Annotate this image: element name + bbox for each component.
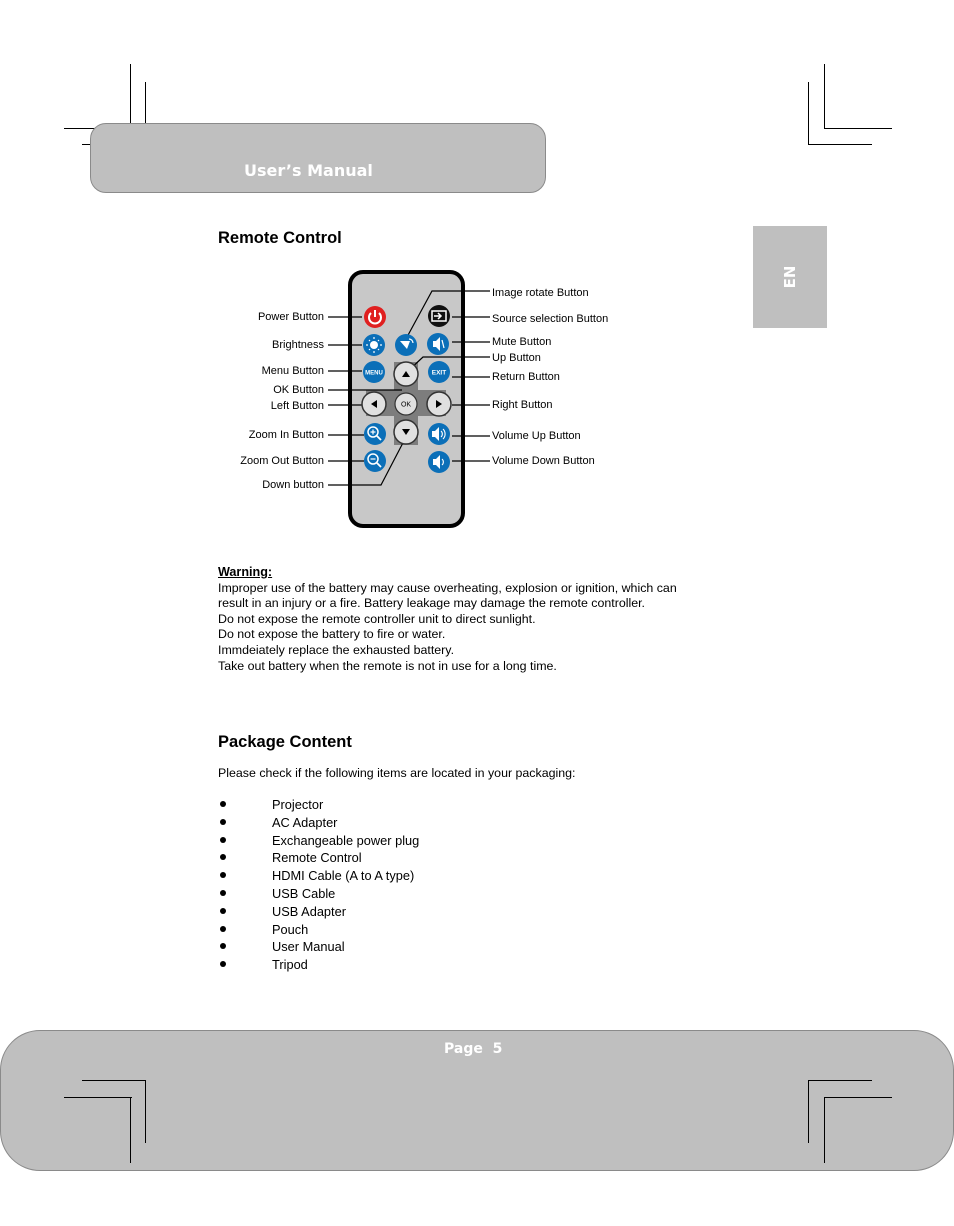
label-left: Left Button: [270, 400, 324, 412]
menu-button-text: MENU: [365, 370, 383, 377]
warning-line: Immdeiately replace the exhausted battery.: [218, 642, 455, 657]
label-mute: Mute Button: [492, 336, 552, 348]
bullet-icon: [220, 854, 226, 860]
label-source: Source selection Button: [492, 313, 609, 325]
bullet-icon: [220, 872, 226, 878]
package-intro: Please check if the following items are located in your packaging:: [218, 766, 576, 780]
down-button: [394, 420, 418, 444]
bullet-icon: [220, 837, 226, 843]
list-item-label: USB Cable: [272, 885, 336, 901]
crop-mark: [82, 1080, 146, 1081]
rotate-button: [395, 334, 417, 356]
crop-mark: [145, 1080, 146, 1143]
list-item-label: USB Adapter: [272, 903, 346, 919]
label-brightness: Brightness: [272, 339, 324, 351]
mute-button: [427, 333, 449, 355]
label-volume-up: Volume Up Button: [492, 430, 581, 442]
warning-line: result in an injury or a fire. Battery leakage may damage the remote controller.: [218, 596, 645, 611]
list-item-label: AC Adapter: [272, 814, 338, 830]
warning-line: Take out battery when the remote is not in use for a long time.: [218, 658, 557, 673]
power-button: [364, 306, 386, 328]
volume-down-button: [428, 451, 450, 473]
crop-mark: [808, 1080, 872, 1081]
label-volume-down: Volume Down Button: [492, 455, 595, 467]
label-down: Down button: [262, 479, 324, 491]
ok-button: [395, 393, 417, 415]
left-button: [362, 392, 386, 416]
crop-mark: [824, 1097, 892, 1098]
page-number: Page 5: [444, 1041, 503, 1057]
list-item-label: HDMI Cable (A to A type): [272, 868, 415, 884]
label-rotate: Image rotate Button: [492, 287, 589, 299]
label-zoom-in: Zoom In Button: [248, 429, 324, 441]
bullet-icon: [220, 961, 226, 967]
package-content-heading: Package Content: [218, 733, 352, 751]
warning-title: Warning:: [218, 565, 273, 579]
warning-block: [218, 565, 677, 674]
brightness-button: [363, 334, 385, 356]
crop-mark: [808, 1080, 809, 1143]
right-button: [427, 392, 451, 416]
label-zoom-out: Zoom Out Button: [240, 455, 324, 467]
exit-button: [428, 361, 450, 383]
list-item-label: Exchangeable power plug: [272, 832, 420, 848]
list-item-label: Projector: [272, 797, 324, 812]
exit-button-text: EXIT: [431, 369, 447, 377]
ok-button-text: OK: [400, 401, 412, 409]
remote-control-heading: Remote Control: [218, 229, 342, 247]
label-up: Up Button: [492, 352, 541, 364]
label-power: Power Button: [257, 311, 324, 323]
volume-up-button: [428, 423, 450, 445]
list-item-label: Pouch: [272, 921, 309, 937]
language-label: EN: [781, 265, 799, 289]
bullet-icon: [220, 819, 226, 825]
zoom-out-button: [364, 450, 386, 472]
source-button: [428, 305, 450, 327]
remote-control-diagram: [0, 0, 954, 560]
label-return: Return Button: [492, 371, 560, 383]
crop-mark: [64, 1097, 132, 1098]
bullet-icon: [220, 801, 226, 807]
label-menu: Menu Button: [261, 365, 324, 377]
crop-mark: [824, 1097, 825, 1163]
bullet-icon: [220, 890, 226, 896]
zoom-in-button: [364, 423, 386, 445]
label-ok: OK Button: [273, 384, 324, 396]
warning-line: Do not expose the remote controller unit to direct sunlight.: [218, 611, 536, 626]
up-button: [394, 362, 418, 386]
crop-mark: [130, 1097, 131, 1163]
warning-line: Do not expose the battery to fire or water.: [218, 627, 446, 642]
list-item-label: Remote Control: [272, 850, 362, 866]
bullet-icon: [220, 943, 226, 949]
list-item-label: Tripod: [272, 957, 308, 973]
bullet-icon: [220, 926, 226, 932]
warning-line: Improper use of the battery may cause overheating, explosion or ignition, which can: [218, 580, 677, 595]
bullet-icon: [220, 908, 226, 914]
header-title: User’s Manual: [244, 161, 373, 180]
menu-button: [363, 361, 385, 383]
label-right: Right Button: [492, 399, 553, 411]
list-item-label: User Manual: [272, 939, 345, 955]
